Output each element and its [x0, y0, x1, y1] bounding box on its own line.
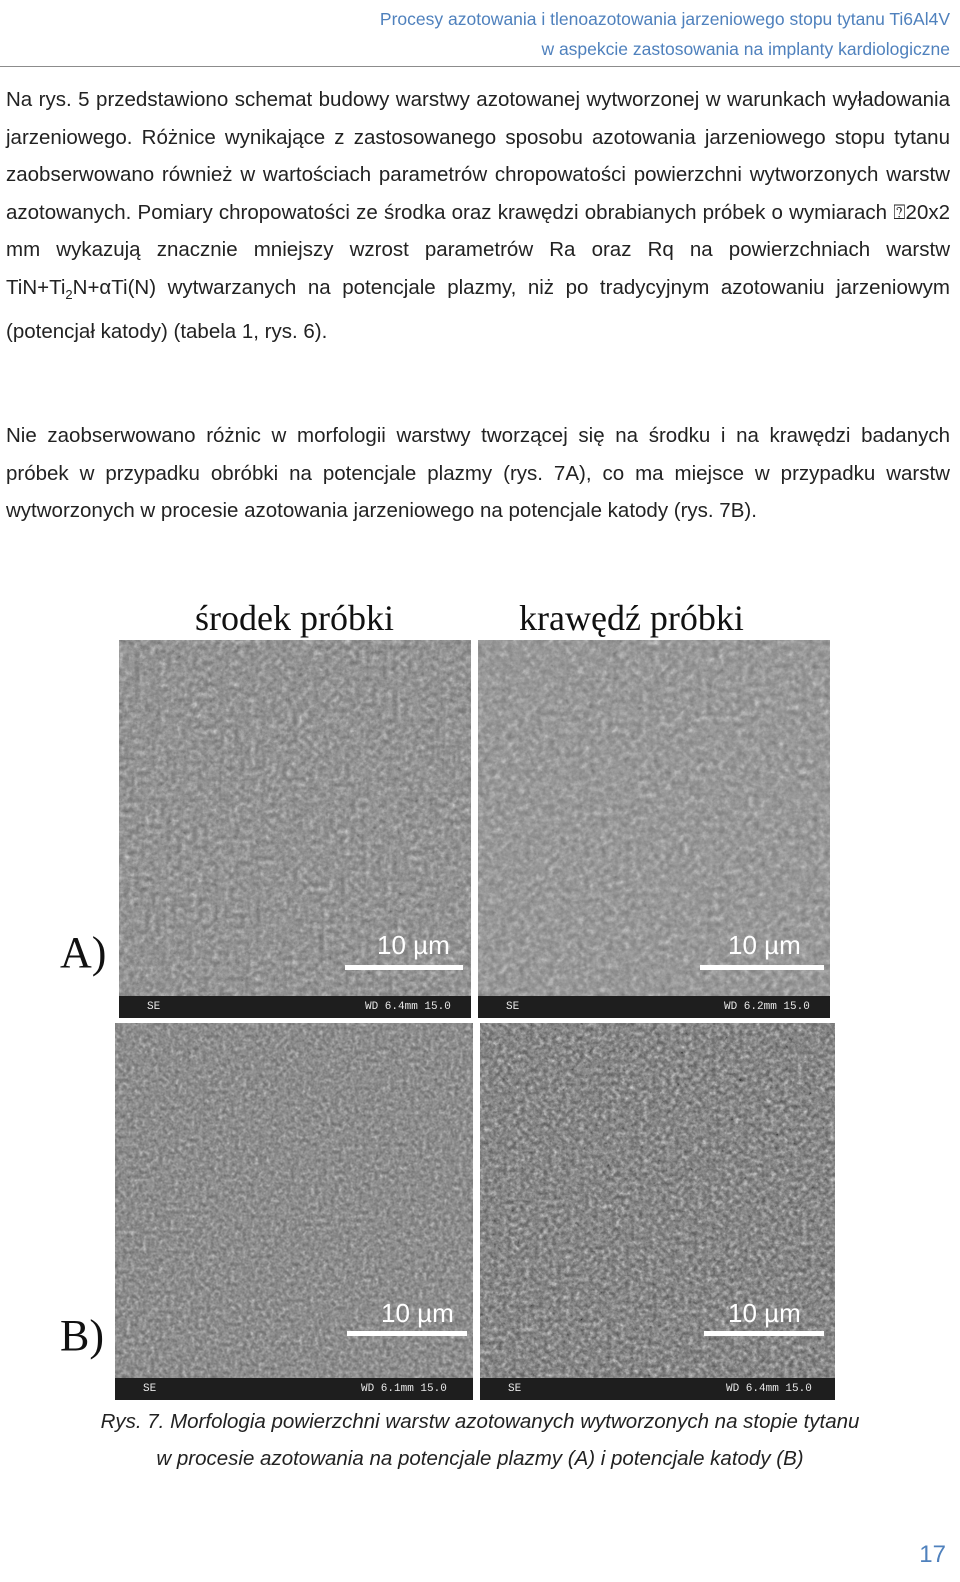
paragraph-1: [6, 81, 950, 351]
column-label-edge: krawędź próbki: [519, 598, 744, 638]
detector-label: SE: [147, 1001, 161, 1013]
paragraph-1-text-b: N+αTi(N) wytwarzanych na potencjale plazmy, niż po tradycyjnym azotowaniu jarzeniowym (potencjał katody) (tabela 1, rys. 6).: [6, 275, 950, 344]
running-header: [380, 4, 950, 64]
header-line-2: w aspekcie zastosowania na implanty kardiologiczne: [541, 39, 950, 59]
page-number: 17: [919, 1541, 946, 1568]
row-label-a: A): [60, 928, 107, 977]
header-line-1: Procesy azotowania i tlenoazotowania jarzeniowego stopu tytanu Ti6Al4V: [379, 9, 950, 29]
working-distance-label: WD 6.4mm 15.0: [365, 1001, 451, 1013]
micrograph-texture: [480, 1023, 835, 1400]
scale-bar-label: 10 µm: [728, 1298, 801, 1328]
micrograph-a-center: [119, 640, 471, 1018]
paragraph-1-text-a: Na rys. 5 przedstawiono schemat budowy warstwy azotowanej wytworzonej w warunkach wyładowania jarzeniowego. Różnice wynikające z zastosowanego sposobu azotowania jarzeniowego stopu tytanu zaobserwowano również w wartościach parametrów chropowatości powierzchni wytworzonych warstw azotowanych. Pomiary chropowatości ze środka oraz krawędzi obrabianych próbek o wymiarach ⍰20x2 mm wykazują znacznie mniejszy wzrost parametrów Ra oraz Rq na powierzchniach warstw TiN+Ti: [6, 88, 950, 299]
micrograph-texture: [119, 640, 471, 1018]
figure-caption: [0, 1403, 960, 1477]
scale-bar: [700, 965, 824, 970]
micrograph-info-bar: [119, 996, 471, 1018]
paragraph-2: Nie zaobserwowano różnic w morfologii warstwy tworzącej się na środku i na krawędzi badanych próbek w przypadku obróbki na potencjale plazmy (rys. 7A), co ma miejsce w przypadku warstw wytworzonych w procesie azotowania jarzeniowego na potencjale katody (rys. 7B).: [6, 424, 950, 522]
paragraph-1-subscript: 2: [65, 286, 73, 302]
micrograph-info-bar: [478, 996, 830, 1018]
caption-line-1: Rys. 7. Morfologia powierzchni warstw azotowanych wytworzonych na stopie tytanu: [100, 1410, 860, 1433]
scale-bar: [704, 1331, 824, 1336]
micrograph-texture: [115, 1023, 473, 1400]
scale-bar-label: 10 µm: [728, 930, 801, 960]
working-distance-label: WD 6.2mm 15.0: [724, 1001, 810, 1013]
micrograph-info-bar: [480, 1378, 835, 1400]
micrograph-b-center: [115, 1023, 473, 1400]
scale-bar-label: 10 µm: [381, 1298, 454, 1328]
scale-bar-label: 10 µm: [377, 930, 450, 960]
scale-bar: [345, 965, 463, 970]
working-distance-label: WD 6.1mm 15.0: [361, 1383, 447, 1395]
micrograph-a-edge: [478, 640, 830, 1018]
column-label-center: środek próbki: [195, 598, 394, 638]
micrograph-b-edge: [480, 1023, 835, 1400]
row-label-b: B): [60, 1311, 104, 1360]
working-distance-label: WD 6.4mm 15.0: [726, 1383, 812, 1395]
detector-label: SE: [143, 1383, 157, 1395]
detector-label: SE: [506, 1001, 520, 1013]
caption-line-2: w procesie azotowania na potencjale plazmy (A) i potencjale katody (B): [156, 1447, 804, 1470]
scale-bar: [347, 1331, 467, 1336]
header-rule: [0, 66, 960, 67]
detector-label: SE: [508, 1383, 522, 1395]
micrograph-texture: [478, 640, 830, 1018]
micrograph-info-bar: [115, 1378, 473, 1400]
